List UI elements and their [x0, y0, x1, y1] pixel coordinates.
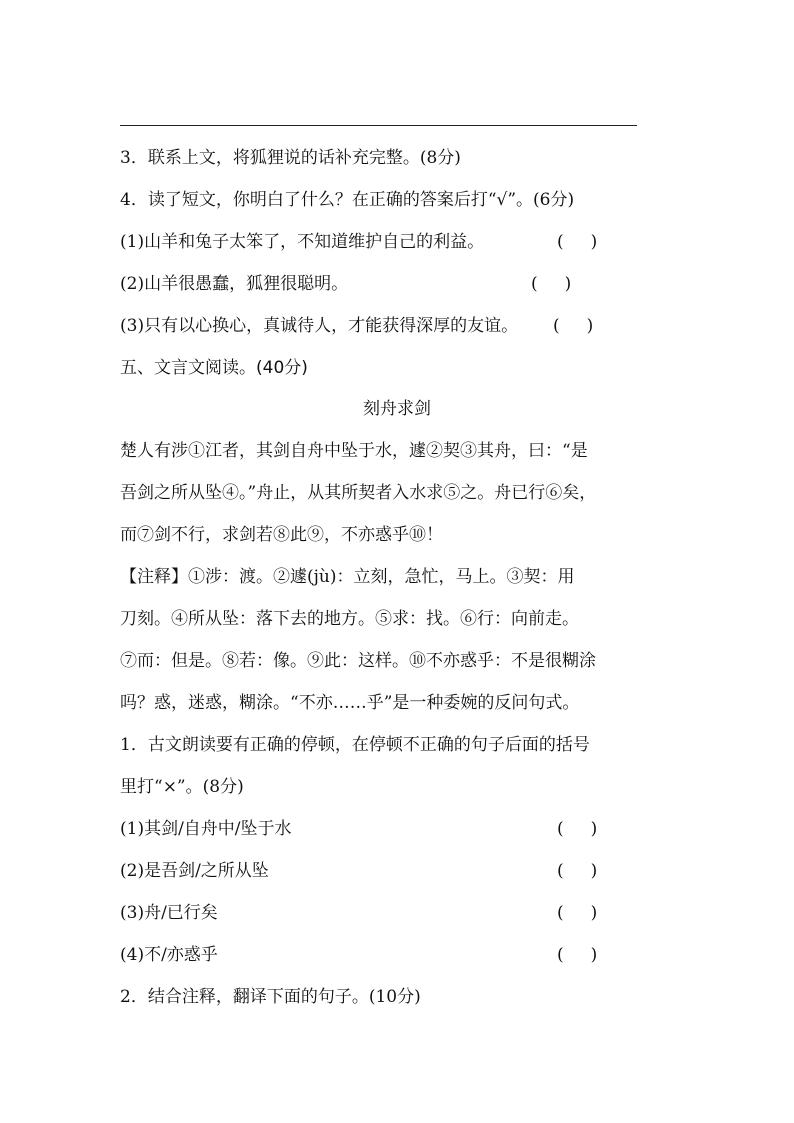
passage-line-3: 而⑦剑不行，求剑若⑧此⑨，不亦惑乎⑩！	[120, 525, 443, 545]
notes-line-3: ⑦而：但是。⑧若：像。⑨此：这样。⑩不亦惑乎：不是很糊涂	[120, 651, 596, 671]
question-4: 4．读了短文，你明白了什么？在正确的答案后打“√”。(6分)	[120, 190, 575, 210]
section-5-heading: 五、文言文阅读。(40分)	[120, 358, 308, 378]
question-1-line-1: 1．古文朗读要有正确的停顿，在停顿不正确的句子后面的括号	[120, 735, 590, 755]
q4-answer-bracket-1[interactable]: ( )	[557, 232, 598, 252]
q4-option-2: (2)山羊很愚蠢，狐狸很聪明。	[120, 274, 349, 294]
q1-option-3: (3)舟/已行矣	[120, 903, 218, 923]
q4-answer-bracket-3[interactable]: ( )	[553, 316, 594, 336]
q1-answer-bracket-2[interactable]: ( )	[557, 861, 598, 881]
q1-answer-bracket-3[interactable]: ( )	[557, 903, 598, 923]
q4-answer-bracket-2[interactable]: ( )	[531, 274, 572, 294]
passage-line-1: 楚人有涉①江者，其剑自舟中坠于水，遽②契③其舟，曰：“是	[120, 441, 588, 461]
passage-title: 刻舟求剑	[363, 399, 431, 419]
top-rule	[120, 125, 637, 126]
notes-line-4: 吗？惑，迷惑，糊涂。“不亦……乎”是一种委婉的反问句式。	[120, 693, 580, 713]
notes-text-1: ①涉：渡。②遽(jù)：立刻，急忙，马上。③契：用	[188, 567, 575, 587]
question-3: 3．联系上文，将狐狸说的话补充完整。(8分)	[120, 148, 461, 168]
passage-line-2: 吾剑之所从坠④。”舟止，从其所契者入水求⑤之。舟已行⑥矣，	[120, 483, 597, 503]
q1-answer-bracket-4[interactable]: ( )	[557, 945, 598, 965]
q1-option-2: (2)是吾剑/之所从坠	[120, 861, 269, 881]
notes-line-1	[120, 566, 574, 588]
q1-answer-bracket-1[interactable]: ( )	[557, 819, 598, 839]
q4-option-1: (1)山羊和兔子太笨了，不知道维护自己的利益。	[120, 232, 485, 252]
q1-option-4: (4)不/亦惑乎	[120, 945, 218, 965]
q1-option-1: (1)其剑/自舟中/坠于水	[120, 819, 292, 839]
notes-line-2: 刀刻。④所从坠：落下去的地方。⑤求：找。⑥行：向前走。	[120, 609, 579, 629]
question-2: 2．结合注释，翻译下面的句子。(10分)	[120, 987, 421, 1007]
notes-label: 【注释】	[120, 567, 188, 587]
q4-option-3: (3)只有以心换心，真诚待人，才能获得深厚的友谊。	[120, 316, 519, 336]
question-1-line-2: 里打“×”。(8分)	[120, 777, 244, 797]
